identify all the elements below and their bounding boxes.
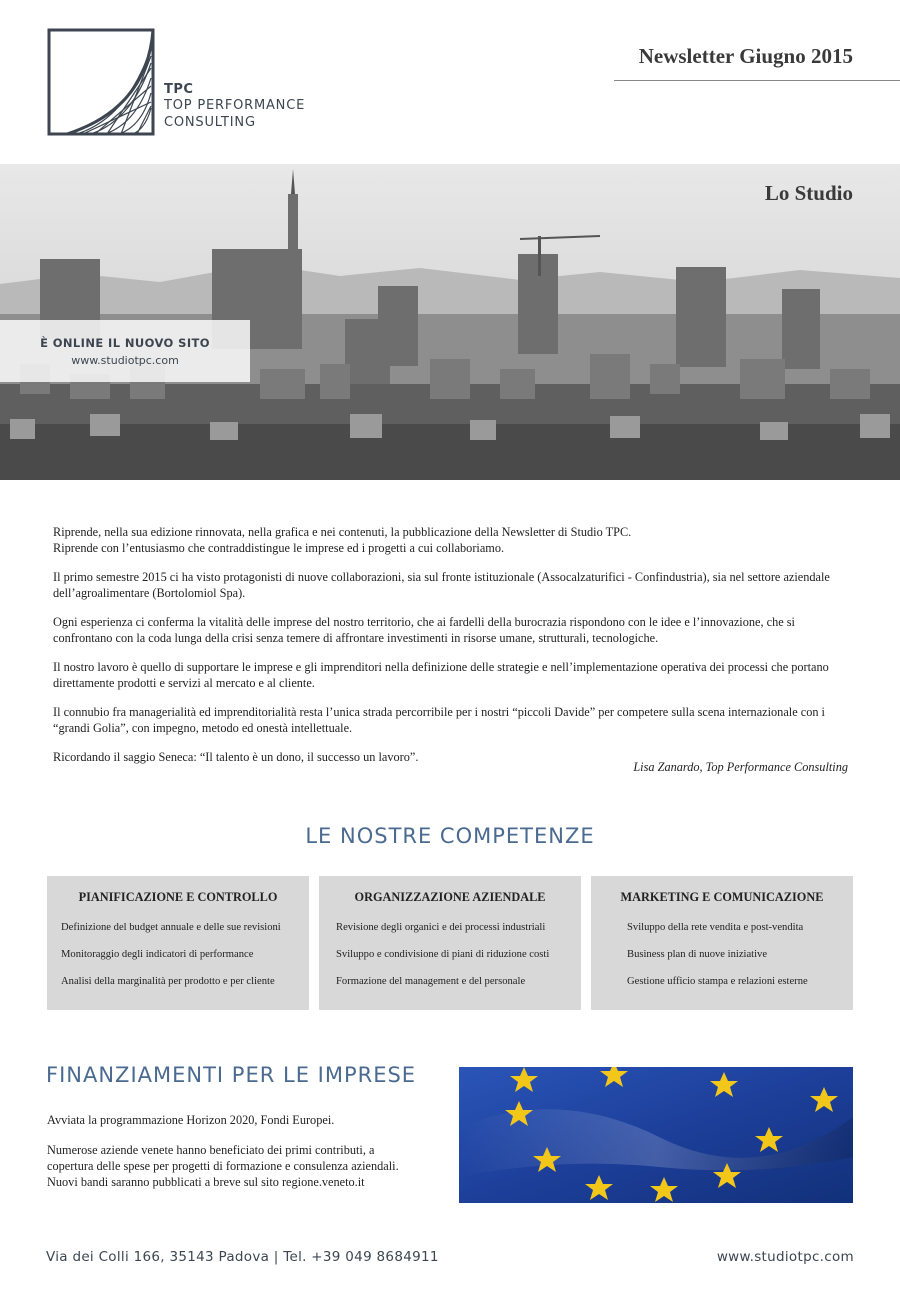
article-paragraph: Il primo semestre 2015 ci ha visto protagonisti di nuove collaborazioni, sia sul fronte istituzionale (Assocalzaturifici - Confindustria), sia nel settore aziendale dell’agroalimentare (Bortolomiol Spa).: [53, 570, 830, 600]
article-signature: Lisa Zanardo, Top Performance Consulting: [633, 760, 848, 774]
competenza-item: Formazione del management e del personale: [336, 976, 526, 987]
competenza-item: Sviluppo della rete vendita e post-vendita: [627, 922, 804, 933]
footer-website-link[interactable]: www.studiotpc.com: [716, 1249, 854, 1265]
new-site-url[interactable]: www.studiotpc.com: [71, 354, 179, 367]
competenza-item: Sviluppo e condivisione di piani di riduzione costi: [336, 949, 550, 960]
newsletter-title: Newsletter Giugno 2015: [638, 44, 853, 68]
article-paragraph: Ricordando il saggio Seneca: “Il talento è un dono, il successo un lavoro”.: [53, 750, 419, 764]
competenza-item: Business plan di nuove iniziative: [627, 949, 768, 960]
competenza-item: Monitoraggio degli indicatori di performance: [61, 949, 254, 960]
finanziamenti-paragraph: Nuovi bandi saranno pubblicati a breve sul sito regione.veneto.it: [47, 1175, 365, 1189]
competenza-box-pianificazione: [47, 876, 309, 1010]
new-site-banner: [0, 320, 250, 382]
competenza-item: Gestione ufficio stampa e relazioni esterne: [627, 976, 808, 987]
brand-line-1: TOP PERFORMANCE: [164, 98, 306, 113]
brand-name: TPC: [164, 82, 194, 97]
brand-line-2: CONSULTING: [164, 115, 256, 130]
competenza-list: [319, 921, 581, 989]
eu-flag-icon: [459, 1067, 853, 1203]
finanziamenti-paragraph: Avviata la programmazione Horizon 2020, Fondi Europei.: [47, 1113, 335, 1127]
article-paragraph: Il connubio fra managerialità ed imprenditorialità resta l’unica strada percorribile per i nostri “piccoli Davide” per competere sulla scena internazionale con i “grandi Golia”, con impegno, metodo ed onestà intellettuale.: [53, 705, 825, 735]
article-paragraph: Il nostro lavoro è quello di supportare le imprese e gli imprenditori nella definizione delle strategie e nell’implementazione operativa dei processi che portano direttamente prodotti e servizi al mercato e al cliente.: [53, 660, 829, 690]
competenza-box-organizzazione: [319, 876, 581, 1010]
competenza-heading: MARKETING E COMUNICAZIONE: [620, 890, 824, 904]
eu-flag-image: [459, 1067, 853, 1203]
competenza-item: Revisione degli organici e dei processi industriali: [336, 922, 546, 933]
competenze-title: LE NOSTRE COMPETENZE: [305, 824, 595, 848]
logo-grid-icon: [47, 28, 155, 136]
competenza-item: Definizione del budget annuale e delle sue revisioni: [61, 922, 281, 933]
new-site-title: È ONLINE IL NUOVO SITO: [40, 336, 210, 350]
finanziamenti-body: [47, 1112, 409, 1204]
section-title: Lo Studio: [764, 181, 853, 205]
footer-address: Via dei Colli 166, 35143 Padova | Tel. +39 049 8684911: [46, 1249, 439, 1265]
competenza-list: [47, 921, 309, 989]
competenza-item: Analisi della marginalità per prodotto e per cliente: [61, 976, 275, 987]
competenza-box-marketing: [591, 876, 853, 1010]
article-body: [53, 524, 848, 778]
competenza-heading: ORGANIZZAZIONE AZIENDALE: [354, 890, 546, 904]
finanziamenti-paragraph: Numerose aziende venete hanno beneficiato dei primi contributi, a copertura delle spese per progetti di formazione e consulenza aziendali.: [47, 1143, 399, 1173]
brand-text: [164, 82, 305, 131]
article-line: Riprende, nella sua edizione rinnovata, nella grafica e nei contenuti, la pubblicazione della Newsletter di Studio TPC.: [53, 525, 632, 539]
article-paragraph: Ogni esperienza ci conferma la vitalità delle imprese del nostro territorio, che ai fardelli della burocrazia rispondono con le idee e l’innovazione, che si confrontano con la coda lunga della crisi senza temere di affrontare investimenti in risorse umane, strutturali, tecnologiche.: [53, 615, 795, 645]
competenza-heading: PIANIFICAZIONE E CONTROLLO: [78, 890, 278, 904]
article-line: Riprende con l’entusiasmo che contraddistingue le imprese ed i progetti a cui collaboriamo.: [53, 541, 505, 555]
article-paragraph: [53, 524, 848, 556]
header-divider: [614, 80, 900, 81]
tpc-logo-mark: [47, 28, 155, 136]
competenza-list: [591, 921, 853, 989]
finanziamenti-title: FINANZIAMENTI PER LE IMPRESE: [46, 1063, 417, 1087]
